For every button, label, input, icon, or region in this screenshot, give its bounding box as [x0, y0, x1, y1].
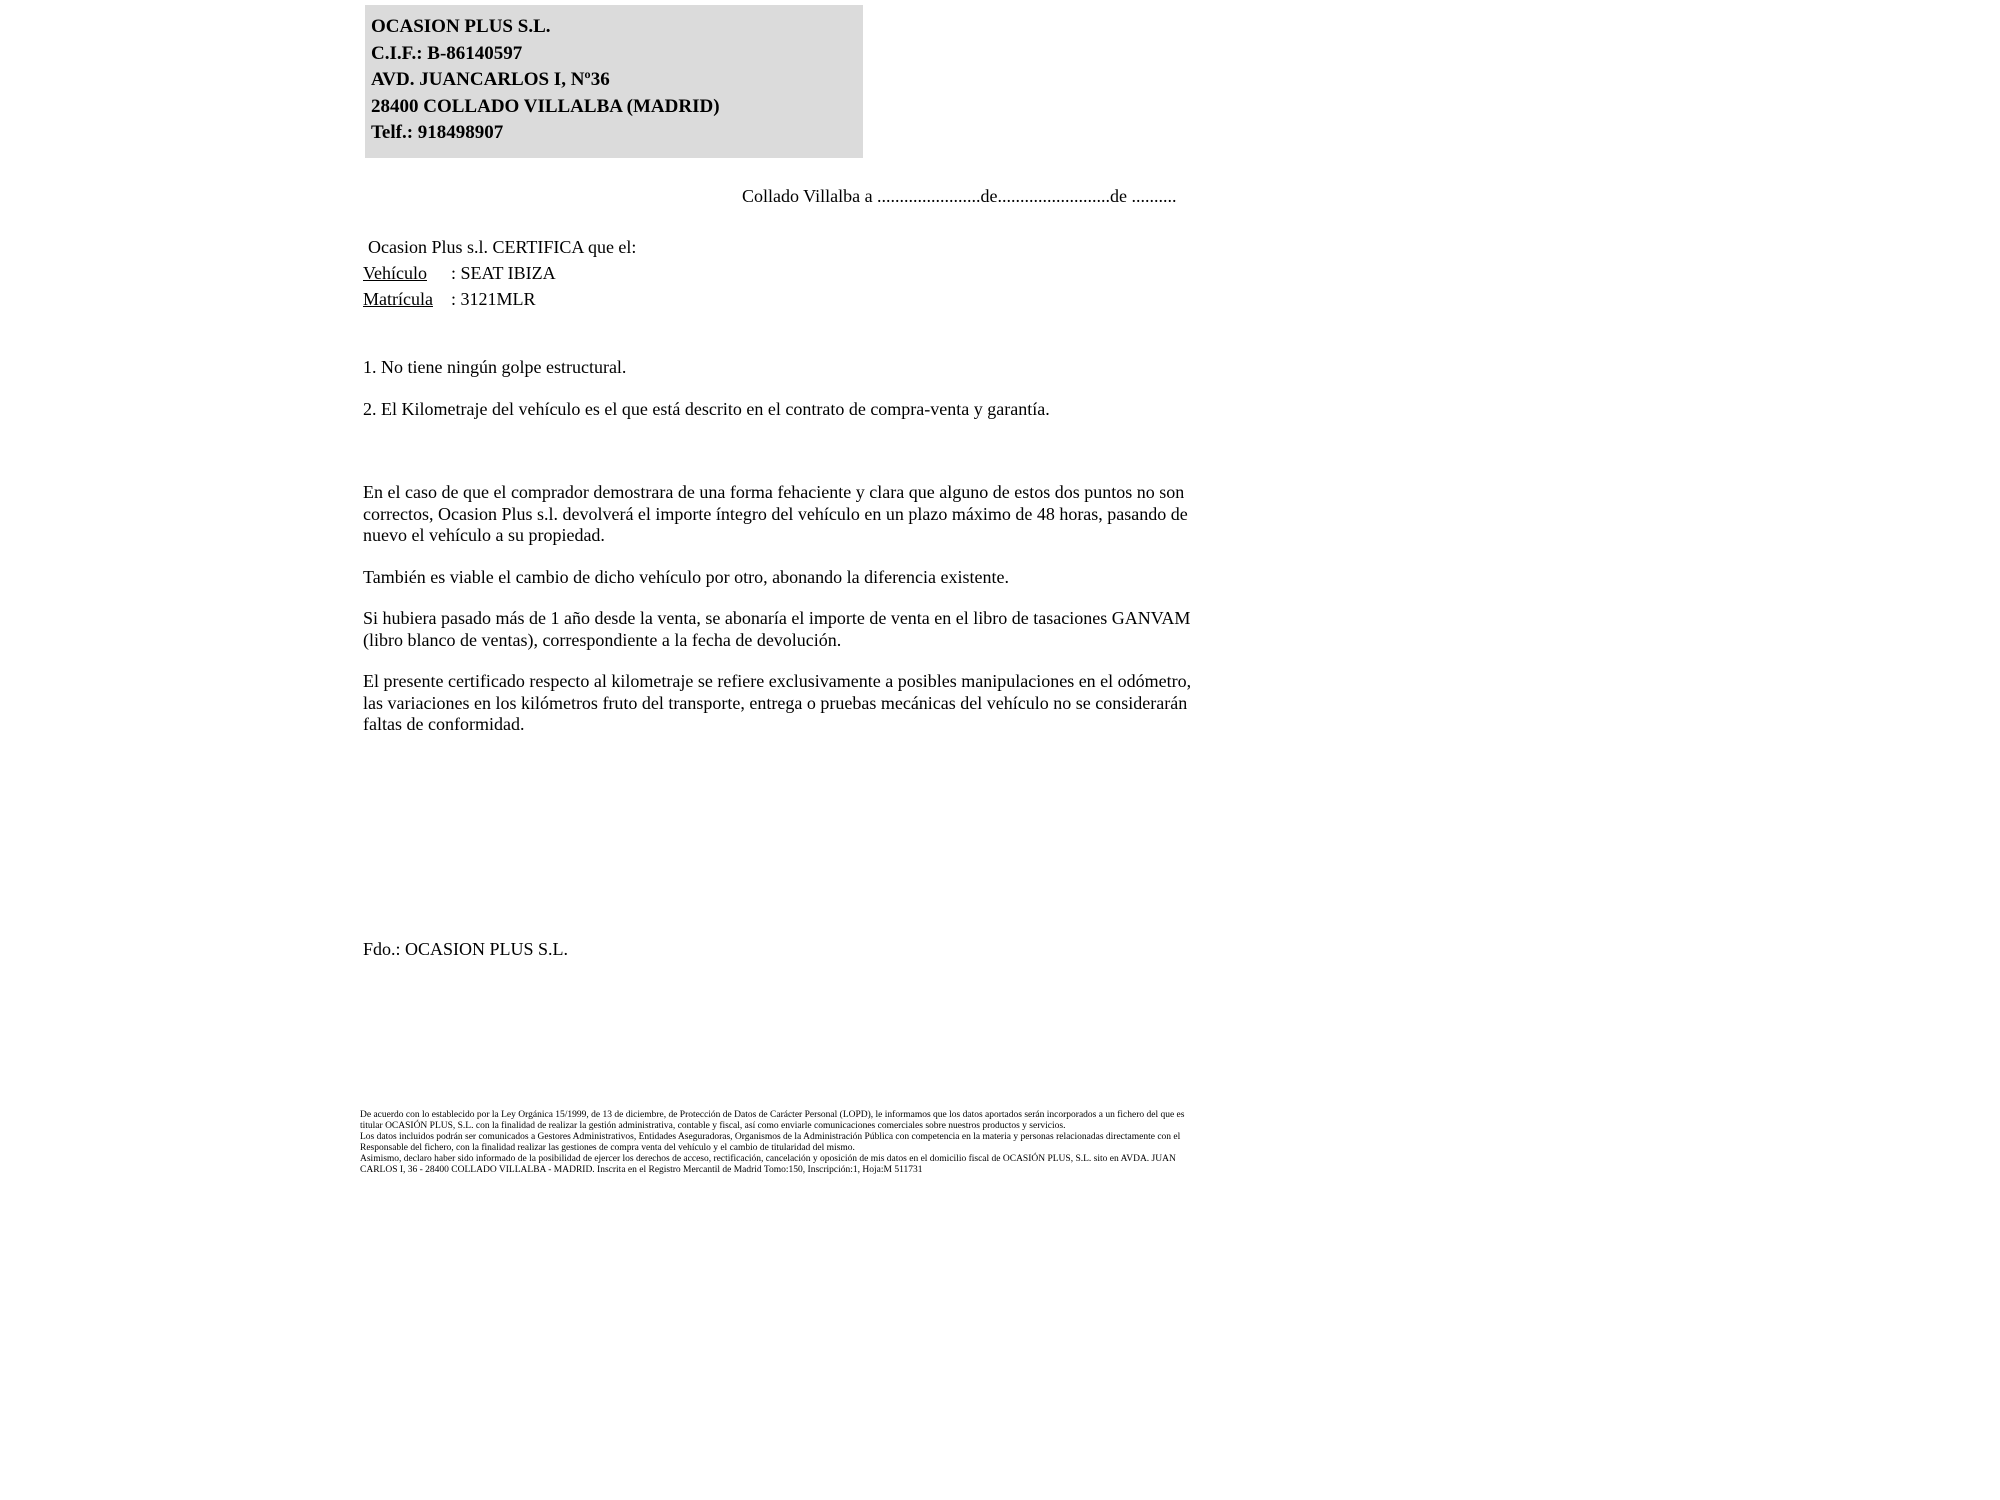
paragraph-odometer: El presente certificado respecto al kilometraje se refiere exclusivamente a posibles manipulaciones en el odómetro, las variaciones en los kilómetros fruto del transporte, entrega o pruebas mecánicas del vehículo no se considerarán faltas de conformidad.	[363, 671, 1192, 734]
legal-footer	[360, 1110, 1205, 1176]
point-1: 1. No tiene ningún golpe estructural.	[363, 357, 627, 377]
legal-paragraph-data-sharing: Los datos incluidos podrán ser comunicados a Gestores Administrativos, Entidades Aseguradoras, Organismos de la Administración Pública con competencia en la materia y personas relacionadas directamente con el Responsable del fichero, con la finalidad realizar las gestiones de compra venta del vehículo y el cambio de titularidad del mismo.	[360, 1132, 1181, 1153]
plate-field	[363, 286, 1198, 312]
legal-paragraph-lopd: De acuerdo con lo establecido por la Ley Orgánica 15/1999, de 13 de diciembre, de Protección de Datos de Carácter Personal (LOPD), le informamos que los datos aportados serán incorporados a un fichero del que es titular OCASIÓN PLUS, S.L. con la finalidad de realizar la gestión administrativa, contable y fiscal, así como enviarle comunicaciones comerciales sobre nuestros productos y servicios.	[360, 1110, 1185, 1131]
company-letterhead	[365, 5, 863, 158]
company-phone: Telf.: 918498907	[371, 122, 504, 143]
date-line: Collado Villalba a .......................de.........................de ..........	[742, 186, 1177, 206]
paragraph-refund: En el caso de que el comprador demostrara de una forma fehaciente y clara que alguno de estos dos puntos no son correctos, Ocasion Plus s.l. devolverá el importe íntegro del vehículo en un plazo máximo de 48 horas, pasando de nuevo el vehículo a su propiedad.	[363, 482, 1188, 545]
company-name: OCASION PLUS S.L.	[371, 16, 551, 37]
certify-intro: Ocasion Plus s.l. CERTIFICA que el:	[368, 237, 637, 257]
plate-label: Matrícula	[363, 289, 433, 309]
signature-line: Fdo.: OCASION PLUS S.L.	[363, 939, 569, 959]
vehicle-label: Vehículo	[363, 263, 427, 283]
company-address: AVD. JUANCARLOS I, Nº36	[371, 69, 610, 90]
paragraph-ganvam: Si hubiera pasado más de 1 año desde la venta, se abonaría el importe de venta en el libro de tasaciones GANVAM (libro blanco de ventas), correspondiente a la fecha de devolución.	[363, 608, 1191, 650]
plate-value: : 3121MLR	[451, 289, 536, 309]
legal-paragraph-rights: Asimismo, declaro haber sido informado de la posibilidad de ejercer los derechos de acceso, rectificación, cancelación y oposición de mis datos en el domicilio fiscal de OCASIÓN PLUS, S.L. sito en AVDA. JUAN CARLOS I, 36 - 28400 COLLADO VILLALBA - MADRID. Inscrita en el Registro Mercantil de Madrid Tomo:150, Inscripción:1, Hoja:M 511731	[360, 1154, 1176, 1175]
document-body	[363, 234, 1198, 736]
point-2: 2. El Kilometraje del vehículo es el que está descrito en el contrato de compra-venta y garantía.	[363, 398, 1050, 419]
vehicle-value: : SEAT IBIZA	[451, 263, 556, 283]
company-cif: C.I.F.: B-86140597	[371, 42, 523, 64]
company-city: 28400 COLLADO VILLALBA (MADRID)	[371, 95, 720, 117]
vehicle-label-wrap	[363, 260, 451, 286]
certification-block	[363, 234, 1198, 312]
plate-label-wrap	[363, 286, 451, 312]
vehicle-field	[363, 260, 1198, 286]
paragraph-exchange: También es viable el cambio de dicho vehículo por otro, abonando la diferencia existente.	[363, 566, 1010, 587]
